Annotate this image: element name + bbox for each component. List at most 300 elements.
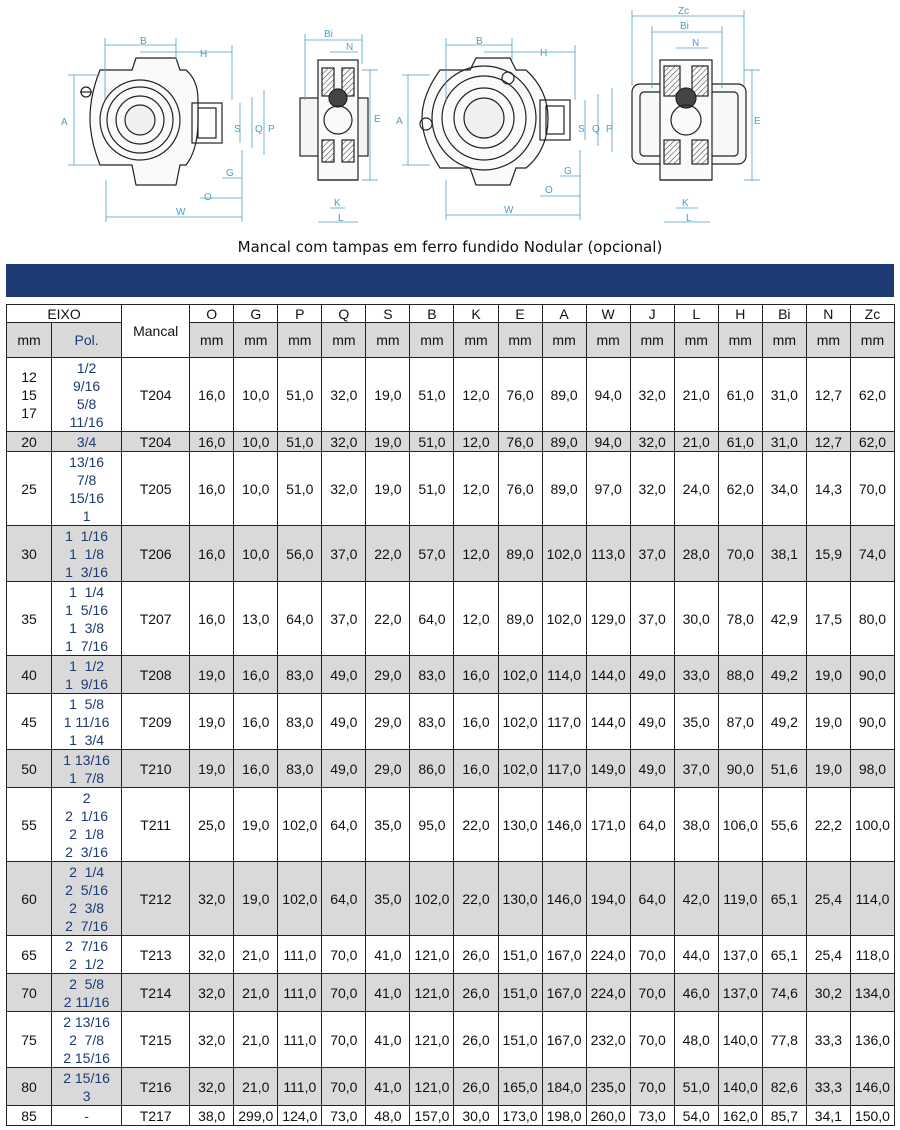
shaft-mm-value: 85	[21, 1107, 37, 1124]
dimension-cell-q: 32,0	[322, 432, 366, 452]
dimension-cell-a: 102,0	[542, 582, 586, 656]
dimension-cell-q: 32,0	[322, 452, 366, 526]
unit-header-w: mm	[586, 323, 630, 358]
dimension-cell-n: 25,4	[806, 936, 850, 974]
mancal-cell: T211	[122, 788, 190, 862]
dimension-cell-l: 42,0	[674, 862, 718, 936]
dimension-cell-w: 113,0	[586, 526, 630, 582]
shaft-mm-cell	[7, 1068, 52, 1106]
dimension-cell-p: 83,0	[278, 750, 322, 788]
dimension-cell-e: 130,0	[498, 788, 542, 862]
dimension-cell-e: 76,0	[498, 432, 542, 452]
unit-header-q: mm	[322, 323, 366, 358]
table-row	[7, 526, 895, 582]
shaft-pol-cell	[52, 452, 122, 526]
dimension-cell-zc: 80,0	[850, 582, 894, 656]
dimension-cell-s: 29,0	[366, 656, 410, 694]
mancal-cell: T209	[122, 694, 190, 750]
shaft-mm-value: 80	[21, 1078, 37, 1095]
shaft-pol-value: 2 3/8	[69, 899, 105, 916]
shaft-mm-value: 40	[21, 666, 37, 683]
col-header-mm: mm	[7, 323, 52, 358]
dimension-cell-b: 57,0	[410, 526, 454, 582]
dimension-cell-h: 140,0	[718, 1012, 762, 1068]
shaft-mm-cell	[7, 432, 52, 452]
dimension-cell-w: 97,0	[586, 452, 630, 526]
dimension-cell-o: 32,0	[190, 1012, 234, 1068]
dim-label-bi-right: Bi	[680, 21, 689, 32]
dim-label-bi: Bi	[324, 29, 333, 40]
mancal-cell: T215	[122, 1012, 190, 1068]
shaft-pol-cell	[52, 582, 122, 656]
dimension-cell-a: 89,0	[542, 432, 586, 452]
dimension-cell-bi: 38,1	[762, 526, 806, 582]
dimension-cell-l: 46,0	[674, 974, 718, 1012]
dimension-cell-bi: 31,0	[762, 358, 806, 432]
shaft-pol-value: 1 7/16	[65, 637, 108, 654]
unit-header-b: mm	[410, 323, 454, 358]
dimension-cell-j: 32,0	[630, 432, 674, 452]
col-header-o: O	[190, 305, 234, 323]
dimension-cell-zc: 90,0	[850, 656, 894, 694]
dimension-cell-w: 129,0	[586, 582, 630, 656]
shaft-mm-cell	[7, 1012, 52, 1068]
dimension-cell-q: 64,0	[322, 788, 366, 862]
dim-label-e-right: E	[754, 116, 761, 127]
dimension-cell-l: 35,0	[674, 694, 718, 750]
dim-label-l-right: L	[686, 213, 692, 224]
front-view-right	[420, 58, 570, 185]
dim-label-g-right: G	[564, 166, 572, 177]
dimension-cell-b: 86,0	[410, 750, 454, 788]
dimension-cell-n: 19,0	[806, 656, 850, 694]
shaft-mm-cell	[7, 788, 52, 862]
table-row	[7, 656, 895, 694]
shaft-pol-value: 2 1/16	[65, 807, 108, 824]
shaft-pol-value: 3	[82, 1087, 91, 1104]
dimension-cell-k: 26,0	[454, 974, 498, 1012]
dimension-cell-zc: 62,0	[850, 432, 894, 452]
shaft-mm-value: 55	[21, 816, 37, 833]
front-view-left	[80, 58, 222, 185]
unit-header-l: mm	[674, 323, 718, 358]
dimension-cell-s: 41,0	[366, 974, 410, 1012]
dimension-cell-a: 167,0	[542, 936, 586, 974]
dimension-cell-w: 224,0	[586, 974, 630, 1012]
dimension-cell-k: 26,0	[454, 936, 498, 974]
dimension-cell-zc: 118,0	[850, 936, 894, 974]
shaft-pol-cell	[52, 526, 122, 582]
unit-header-h: mm	[718, 323, 762, 358]
dimension-cell-a: 146,0	[542, 862, 586, 936]
dimension-cell-o: 32,0	[190, 1068, 234, 1106]
col-header-zc: Zc	[850, 305, 894, 323]
dim-label-p: P	[268, 124, 275, 135]
dimension-cell-o: 32,0	[190, 936, 234, 974]
dimension-cell-h: 106,0	[718, 788, 762, 862]
col-header-p: P	[278, 305, 322, 323]
dimension-cell-n: 12,7	[806, 358, 850, 432]
shaft-pol-value: 1 1/2	[69, 657, 105, 674]
dimension-cell-a: 89,0	[542, 452, 586, 526]
dimension-cell-b: 157,0	[410, 1106, 454, 1126]
dimension-cell-a: 146,0	[542, 788, 586, 862]
dimension-cell-b: 102,0	[410, 862, 454, 936]
mancal-header: Mancal	[122, 305, 190, 358]
dimension-cell-g: 10,0	[234, 358, 278, 432]
dimension-cell-p: 64,0	[278, 582, 322, 656]
shaft-pol-value: 1 3/8	[69, 619, 105, 636]
dim-label-b: B	[140, 36, 147, 47]
dimension-cell-o: 19,0	[190, 656, 234, 694]
dimension-cell-q: 70,0	[322, 1012, 366, 1068]
unit-header-g: mm	[234, 323, 278, 358]
shaft-pol-value: 2 5/8	[69, 975, 105, 992]
dimension-cell-p: 83,0	[278, 656, 322, 694]
shaft-mm-cell	[7, 452, 52, 526]
shaft-pol-value: 1 9/16	[65, 675, 108, 692]
unit-header-a: mm	[542, 323, 586, 358]
dimension-cell-o: 19,0	[190, 750, 234, 788]
dimension-cell-zc: 62,0	[850, 358, 894, 432]
dimension-cell-n: 19,0	[806, 694, 850, 750]
dimension-cell-l: 21,0	[674, 432, 718, 452]
shaft-pol-value: 2 13/16	[63, 1013, 110, 1030]
dim-label-h: H	[200, 49, 208, 60]
dimension-cell-bi: 85,7	[762, 1106, 806, 1126]
dimension-cell-o: 25,0	[190, 788, 234, 862]
dimension-cell-e: 165,0	[498, 1068, 542, 1106]
mancal-cell: T214	[122, 974, 190, 1012]
dimension-cell-b: 51,0	[410, 432, 454, 452]
dimension-cell-b: 51,0	[410, 452, 454, 526]
shaft-mm-value: 12	[21, 368, 37, 385]
dimension-cell-b: 121,0	[410, 1012, 454, 1068]
dimension-cell-h: 87,0	[718, 694, 762, 750]
dimension-cell-b: 95,0	[410, 788, 454, 862]
shaft-pol-value: 2 1/4	[69, 863, 105, 880]
shaft-pol-value: 2 7/16	[65, 917, 108, 934]
dimension-cell-k: 30,0	[454, 1106, 498, 1126]
shaft-pol-value: 1 1/16	[65, 527, 108, 544]
dimension-cell-o: 16,0	[190, 526, 234, 582]
dimension-cell-o: 19,0	[190, 694, 234, 750]
dimension-cell-h: 70,0	[718, 526, 762, 582]
dimension-cell-n: 33,3	[806, 1012, 850, 1068]
shaft-pol-cell	[52, 1012, 122, 1068]
shaft-pol-value: 11/16	[69, 413, 104, 430]
dimension-cell-p: 124,0	[278, 1106, 322, 1126]
dimension-cell-bi: 42,9	[762, 582, 806, 656]
shaft-pol-value: 1 1/8	[69, 545, 105, 562]
shaft-pol-cell	[52, 1068, 122, 1106]
dimension-cell-e: 151,0	[498, 936, 542, 974]
dimension-cell-p: 56,0	[278, 526, 322, 582]
dimension-cell-p: 111,0	[278, 936, 322, 974]
dimension-cell-j: 32,0	[630, 452, 674, 526]
shaft-pol-value: 9/16	[72, 377, 101, 394]
shaft-pol-value: 2	[82, 789, 91, 806]
shaft-pol-value: 1 3/4	[69, 731, 105, 748]
table-row	[7, 694, 895, 750]
dimension-cell-l: 51,0	[674, 1068, 718, 1106]
dimension-cell-zc: 100,0	[850, 788, 894, 862]
shaft-pol-cell	[52, 432, 122, 452]
shaft-mm-value: 60	[21, 890, 37, 907]
dimension-cell-zc: 98,0	[850, 750, 894, 788]
dimension-cell-bi: 65,1	[762, 862, 806, 936]
dimension-cell-k: 16,0	[454, 750, 498, 788]
shaft-pol-value: 1 5/8	[69, 695, 105, 712]
shaft-pol-value: 1/2	[76, 359, 97, 376]
dimension-cell-w: 171,0	[586, 788, 630, 862]
dim-label-zc: Zc	[678, 6, 690, 17]
dimension-cell-h: 88,0	[718, 656, 762, 694]
dimension-cell-n: 30,2	[806, 974, 850, 1012]
col-header-s: S	[366, 305, 410, 323]
dimension-cell-q: 37,0	[322, 526, 366, 582]
dimension-cell-w: 235,0	[586, 1068, 630, 1106]
dim-label-s-right: S	[578, 124, 585, 135]
dimension-cell-n: 17,5	[806, 582, 850, 656]
mancal-cell: T208	[122, 656, 190, 694]
dimension-cell-k: 16,0	[454, 694, 498, 750]
shaft-pol-value: 1 11/16	[63, 713, 110, 730]
dimension-cell-bi: 31,0	[762, 432, 806, 452]
shaft-pol-value: 1 1/4	[69, 583, 105, 600]
dimension-cell-p: 111,0	[278, 974, 322, 1012]
shaft-pol-value: 1	[82, 507, 91, 524]
dimension-cell-o: 32,0	[190, 862, 234, 936]
shaft-pol-value: 2 15/16	[63, 1049, 110, 1066]
dim-label-q: Q	[255, 124, 263, 135]
dimension-cell-n: 19,0	[806, 750, 850, 788]
col-header-q: Q	[322, 305, 366, 323]
dimension-cell-o: 16,0	[190, 432, 234, 452]
dimension-cell-j: 49,0	[630, 750, 674, 788]
dimension-cell-w: 232,0	[586, 1012, 630, 1068]
specification-table	[6, 304, 895, 1126]
dimension-cell-k: 12,0	[454, 582, 498, 656]
dimension-cell-l: 28,0	[674, 526, 718, 582]
dimension-cell-w: 194,0	[586, 862, 630, 936]
dimension-cell-l: 38,0	[674, 788, 718, 862]
dimension-cell-g: 16,0	[234, 694, 278, 750]
dimension-cell-b: 121,0	[410, 974, 454, 1012]
shaft-pol-value: 1 5/16	[65, 601, 108, 618]
dimension-cell-h: 162,0	[718, 1106, 762, 1126]
figure-caption: Mancal com tampas em ferro fundido Nodular (opcional)	[237, 238, 663, 256]
dimension-cell-k: 22,0	[454, 788, 498, 862]
dimension-cell-g: 21,0	[234, 936, 278, 974]
dimension-cell-w: 260,0	[586, 1106, 630, 1126]
dimension-cell-e: 89,0	[498, 526, 542, 582]
shaft-mm-value: 70	[21, 984, 37, 1001]
header-row-letters	[7, 305, 895, 323]
dimension-cell-n: 34,1	[806, 1106, 850, 1126]
dimension-cell-s: 41,0	[366, 936, 410, 974]
shaft-pol-value: 5/8	[76, 395, 97, 412]
dimension-cell-e: 173,0	[498, 1106, 542, 1126]
dimension-cell-k: 22,0	[454, 862, 498, 936]
dimension-cell-g: 21,0	[234, 1068, 278, 1106]
dimension-cell-a: 167,0	[542, 1012, 586, 1068]
dimension-cell-h: 62,0	[718, 452, 762, 526]
dimension-cell-q: 73,0	[322, 1106, 366, 1126]
dimension-cell-n: 22,2	[806, 788, 850, 862]
dimension-cell-bi: 74,6	[762, 974, 806, 1012]
col-header-g: G	[234, 305, 278, 323]
shaft-mm-value: 20	[21, 433, 37, 450]
dimension-cell-b: 83,0	[410, 694, 454, 750]
dimension-cell-b: 121,0	[410, 936, 454, 974]
table-row	[7, 974, 895, 1012]
shaft-mm-cell	[7, 694, 52, 750]
shaft-mm-value: 75	[21, 1031, 37, 1048]
shaft-pol-value: 15/16	[69, 489, 105, 506]
col-header-b: B	[410, 305, 454, 323]
table-row	[7, 788, 895, 862]
table-row	[7, 1106, 895, 1126]
dimension-cell-b: 64,0	[410, 582, 454, 656]
col-header-bi: Bi	[762, 305, 806, 323]
dimension-cell-p: 111,0	[278, 1068, 322, 1106]
table-row	[7, 750, 895, 788]
dimension-cell-p: 102,0	[278, 788, 322, 862]
dimension-cell-a: 117,0	[542, 694, 586, 750]
shaft-pol-cell	[52, 936, 122, 974]
shaft-pol-value: 1 7/8	[69, 769, 105, 786]
col-header-n: N	[806, 305, 850, 323]
dimension-cell-bi: 77,8	[762, 1012, 806, 1068]
dimension-cell-zc: 114,0	[850, 862, 894, 936]
dimension-cell-b: 121,0	[410, 1068, 454, 1106]
dimension-cell-l: 33,0	[674, 656, 718, 694]
eixo-header: EIXO	[7, 305, 122, 323]
dimension-cell-k: 26,0	[454, 1068, 498, 1106]
dimension-cell-g: 10,0	[234, 432, 278, 452]
shaft-pol-value: 1 13/16	[63, 751, 110, 768]
shaft-mm-cell	[7, 750, 52, 788]
mancal-cell: T217	[122, 1106, 190, 1126]
mancal-cell: T205	[122, 452, 190, 526]
dimension-cell-j: 64,0	[630, 862, 674, 936]
header-band	[6, 264, 894, 297]
dimension-cell-e: 89,0	[498, 582, 542, 656]
dimension-cell-s: 48,0	[366, 1106, 410, 1126]
table-row	[7, 1012, 895, 1068]
dimension-cell-zc: 136,0	[850, 1012, 894, 1068]
dimension-cell-s: 19,0	[366, 358, 410, 432]
dimension-cell-e: 102,0	[498, 750, 542, 788]
dimension-cell-q: 64,0	[322, 862, 366, 936]
shaft-mm-value: 35	[21, 610, 37, 627]
dim-label-q-right: Q	[592, 124, 600, 135]
dimension-cell-g: 16,0	[234, 750, 278, 788]
dimension-cell-p: 51,0	[278, 452, 322, 526]
shaft-mm-value: 15	[21, 386, 37, 403]
dimension-cell-l: 44,0	[674, 936, 718, 974]
dimension-cell-a: 114,0	[542, 656, 586, 694]
shaft-mm-value: 17	[21, 404, 37, 421]
dimension-cell-o: 32,0	[190, 974, 234, 1012]
col-header-k: K	[454, 305, 498, 323]
unit-header-p: mm	[278, 323, 322, 358]
dimension-cell-a: 89,0	[542, 358, 586, 432]
col-header-e: E	[498, 305, 542, 323]
dimension-cell-g: 13,0	[234, 582, 278, 656]
dimension-cell-n: 33,3	[806, 1068, 850, 1106]
shaft-mm-value: 30	[21, 545, 37, 562]
dim-label-s: S	[234, 124, 241, 135]
shaft-pol-value: 2 11/16	[63, 993, 110, 1010]
dimension-cell-e: 151,0	[498, 974, 542, 1012]
dimension-cell-o: 38,0	[190, 1106, 234, 1126]
dimension-cell-j: 37,0	[630, 526, 674, 582]
dimension-cell-g: 21,0	[234, 974, 278, 1012]
shaft-mm-cell	[7, 358, 52, 432]
table-body	[7, 358, 895, 1126]
dimension-cell-b: 51,0	[410, 358, 454, 432]
dimension-cell-k: 12,0	[454, 358, 498, 432]
mancal-cell: T207	[122, 582, 190, 656]
dimension-cell-s: 22,0	[366, 526, 410, 582]
dimension-cell-j: 70,0	[630, 936, 674, 974]
dimension-cell-e: 76,0	[498, 452, 542, 526]
shaft-mm-cell	[7, 582, 52, 656]
dimension-cell-bi: 51,6	[762, 750, 806, 788]
dimension-cell-l: 24,0	[674, 452, 718, 526]
dimension-cell-a: 117,0	[542, 750, 586, 788]
shaft-pol-value: 7/8	[76, 471, 97, 488]
shaft-mm-value: 25	[21, 480, 37, 497]
dimension-cell-zc: 150,0	[850, 1106, 894, 1126]
dimension-cell-k: 26,0	[454, 1012, 498, 1068]
dim-label-g: G	[226, 168, 234, 179]
dim-label-w: W	[176, 207, 186, 218]
table-row	[7, 936, 895, 974]
dimension-cell-bi: 82,6	[762, 1068, 806, 1106]
shaft-pol-cell	[52, 750, 122, 788]
dimension-cell-h: 137,0	[718, 974, 762, 1012]
mancal-cell: T216	[122, 1068, 190, 1106]
unit-header-k: mm	[454, 323, 498, 358]
shaft-pol-value: 2 15/16	[63, 1069, 110, 1086]
dimension-cell-bi: 55,6	[762, 788, 806, 862]
unit-header-o: mm	[190, 323, 234, 358]
shaft-mm-cell	[7, 974, 52, 1012]
dimension-cell-w: 149,0	[586, 750, 630, 788]
table-row	[7, 452, 895, 526]
dimension-cell-g: 10,0	[234, 452, 278, 526]
technical-drawings	[0, 0, 900, 232]
dimension-cell-g: 16,0	[234, 656, 278, 694]
dim-label-e: E	[374, 114, 381, 125]
dimension-cell-s: 29,0	[366, 750, 410, 788]
shaft-pol-value: 3/4	[76, 433, 97, 450]
dimension-cell-g: 10,0	[234, 526, 278, 582]
dimension-cell-g: 19,0	[234, 862, 278, 936]
dimension-cell-o: 16,0	[190, 358, 234, 432]
unit-header-s: mm	[366, 323, 410, 358]
dimension-cell-h: 137,0	[718, 936, 762, 974]
unit-header-zc: mm	[850, 323, 894, 358]
dimension-cell-q: 49,0	[322, 694, 366, 750]
dimension-cell-j: 49,0	[630, 694, 674, 750]
dimension-cell-j: 73,0	[630, 1106, 674, 1126]
side-view-left	[300, 60, 368, 180]
dim-label-n: N	[346, 42, 354, 53]
